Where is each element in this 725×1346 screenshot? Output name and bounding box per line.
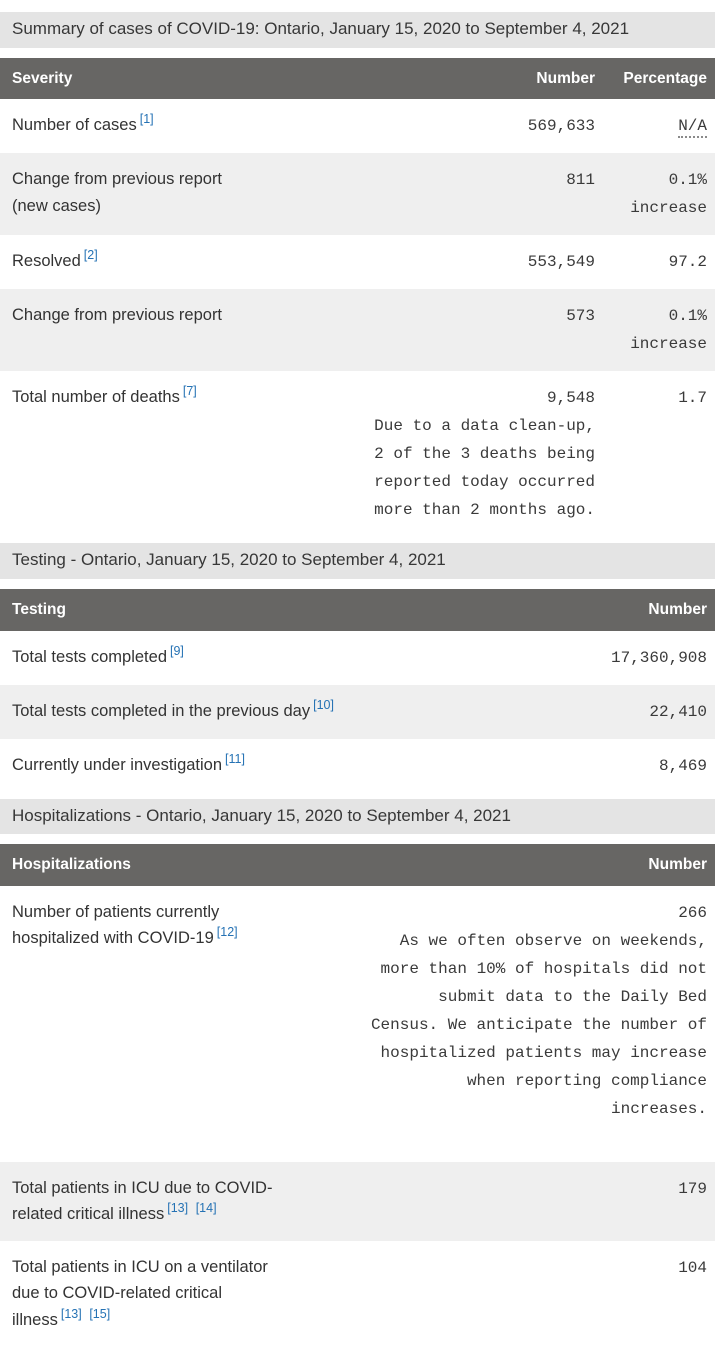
testing-table-header-row xyxy=(0,589,715,631)
column-header-severity: Severity xyxy=(12,69,73,87)
testing-table xyxy=(0,589,715,793)
row-label: Resolved [2] xyxy=(12,248,98,271)
section-title-hospitalizations: Hospitalizations - Ontario, January 15, 2020 to September 4, 2021 xyxy=(0,799,715,835)
number-cell xyxy=(284,899,707,1149)
percentage-value: 0.1% increase xyxy=(630,171,707,218)
section-title-summary: Summary of cases of COVID-19: Ontario, January 15, 2020 to September 4, 2021 xyxy=(0,12,715,48)
footnote-link-2[interactable]: [2] xyxy=(83,248,98,263)
number-value: 22,410 xyxy=(649,702,707,721)
hospitalizations-table xyxy=(0,844,715,1346)
footnote-link-14[interactable]: [14] xyxy=(195,1201,217,1216)
row-label: Total tests completed [9] xyxy=(12,643,184,666)
row-label: Total patients in ICU due to COVID-related critical illness [13] [14] xyxy=(12,1178,273,1224)
section-title-testing: Testing - Ontario, January 15, 2020 to September 4, 2021 xyxy=(0,543,715,579)
percentage-value: 97.2 xyxy=(668,253,707,272)
row-label: Total number of deaths [7] xyxy=(12,384,197,407)
table-row-change-resolved xyxy=(0,289,715,371)
number-value: 553,549 xyxy=(527,253,595,272)
row-label: Number of cases [1] xyxy=(12,112,154,135)
data-note-hospitalized: As we often observe on weekends, more than 10% of hospitals did not submit data to the Daily Bed Census. We anticipate the number of hospitalized patients may increase when reporting compliance increases. xyxy=(370,931,707,1118)
not-applicable-abbr: N/A xyxy=(678,117,707,138)
footnote-link-13[interactable]: [13] xyxy=(167,1201,189,1216)
row-label: Change from previous report xyxy=(12,306,223,325)
footnote-link-10[interactable]: [10] xyxy=(313,697,334,712)
row-label: Currently under investigation [11] xyxy=(12,751,245,774)
number-value: 9,548 xyxy=(546,389,595,408)
column-header-percentage: Percentage xyxy=(623,69,707,87)
table-row-under-investigation xyxy=(0,739,715,793)
footnote-link-9[interactable]: [9] xyxy=(170,643,184,658)
footnote-link-15[interactable]: [15] xyxy=(89,1306,111,1321)
row-label: Total patients in ICU on a ventilator due to COVID-related critical illness [13] [15] xyxy=(12,1257,268,1329)
number-value: 573 xyxy=(566,307,595,326)
number-value: 811 xyxy=(566,171,595,190)
number-value: 104 xyxy=(678,1258,707,1277)
percentage-value: 1.7 xyxy=(678,389,707,408)
row-label: Total tests completed in the previous day [10] xyxy=(12,697,334,720)
table-row-number-of-cases xyxy=(0,99,715,153)
percentage-value xyxy=(595,112,707,140)
column-header-hospitalizations: Hospitalizations xyxy=(12,856,131,874)
data-note-deaths: Due to a data clean-up, 2 of the 3 deaths being reported today occurred more than 2 months ago. xyxy=(374,417,595,520)
footnote-link-13[interactable]: [13] xyxy=(60,1306,82,1321)
column-header-number: Number xyxy=(648,600,707,618)
column-header-number: Number xyxy=(648,856,707,874)
percentage-value: 0.1% increase xyxy=(630,307,707,354)
number-value: 266 xyxy=(678,903,707,922)
table-row-icu xyxy=(0,1162,715,1241)
number-cell xyxy=(237,384,595,524)
summary-table xyxy=(0,58,715,538)
column-header-testing: Testing xyxy=(12,600,66,618)
footnote-link-1[interactable]: [1] xyxy=(139,112,154,127)
table-row-currently-hospitalized xyxy=(0,886,715,1162)
table-row-change-new-cases xyxy=(0,153,715,235)
table-row-icu-ventilator xyxy=(0,1241,715,1346)
number-value: 8,469 xyxy=(658,756,707,775)
number-value: 179 xyxy=(678,1179,707,1198)
table-row-total-deaths xyxy=(0,371,715,537)
footnote-link-12[interactable]: [12] xyxy=(216,925,238,940)
row-label: Number of patients currently hospitalized with COVID-19 [12] xyxy=(12,902,238,948)
table-row-tests-previous-day xyxy=(0,685,715,739)
summary-table-header-row xyxy=(0,58,715,100)
footnote-link-7[interactable]: [7] xyxy=(182,384,197,399)
row-label: Change from previous report (new cases) xyxy=(12,170,223,215)
number-value: 569,633 xyxy=(527,117,595,136)
table-row-total-tests xyxy=(0,631,715,685)
hospitalizations-table-header-row xyxy=(0,844,715,886)
number-value: 17,360,908 xyxy=(610,648,707,667)
column-header-number: Number xyxy=(536,69,595,87)
table-row-resolved xyxy=(0,235,715,289)
footnote-link-11[interactable]: [11] xyxy=(225,751,245,766)
